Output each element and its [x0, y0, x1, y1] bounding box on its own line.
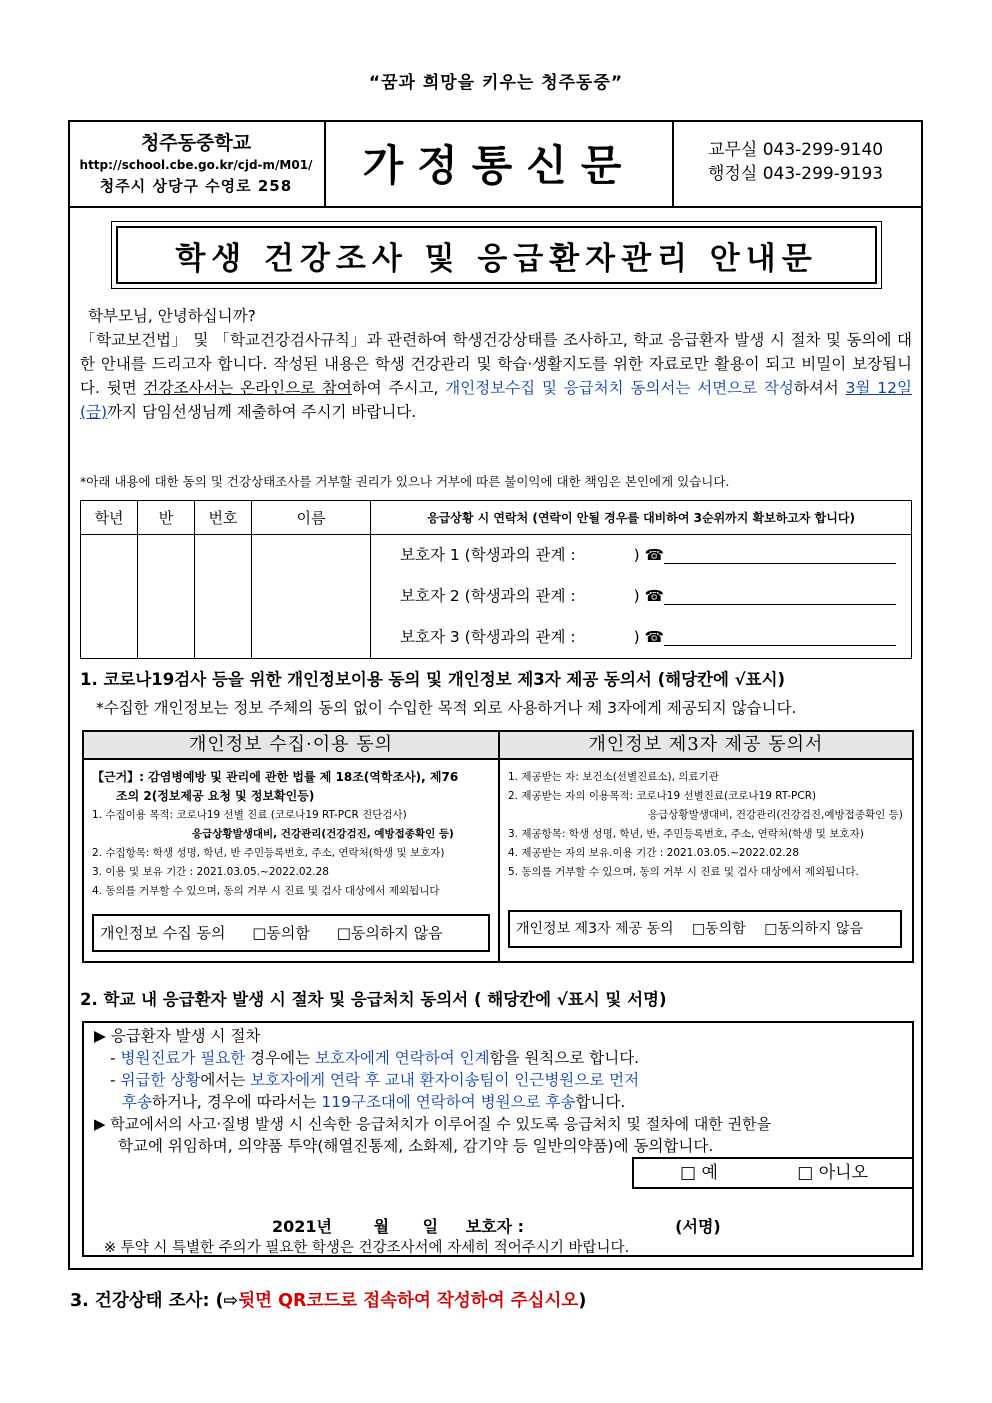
third-party-consent: 개인정보 제3자 제공 동의서 1. 제공받는 자: 보건소(선별진료소), 의료기관 2. 제공받는 자의 이용목적: 코로나19 선별진료(코로나19 RT-PCR) 응급상황발생대비, 건강관리(건강검진,예방접종확인 등) 3. 제공항목: 학생 성명, 학년, 반, 주민등록번호, 주소, 연락처(학생 및 보호자) 4. 제공받는 자의 보유.이용 기간 : 2021.03.05.~2022.02.28 5. 동의를 거부할 수 있으며, 동의 거부 시 진료 및 검사 대상에서 제외됩니다. 개인정보 제3자 제공 동의 □동의함 □동의하지 않음: [500, 732, 912, 961]
phone-icon: ☎: [644, 546, 664, 564]
guardian-1[interactable]: 보호자 1 (학생과의 관계 : ) ☎: [371, 535, 911, 576]
highlight-written: 개인정보수집 및 응급처치 동의서는 서면으로 작성: [445, 379, 794, 397]
highlight-deadline: 3월 12일(금): [80, 379, 912, 421]
phone-icon: ☎: [644, 587, 664, 605]
contact-info: [674, 120, 921, 206]
collection-consent-title: 개인정보 수집·이용 동의: [84, 732, 498, 760]
procedure-line-2: - 위급한 상황에서는 보호자에게 연락 후 교내 환자이송팀이 인근병원으로 먼저: [110, 1071, 640, 1089]
delegation-line-1: ▶ 학교에서의 사고·질병 발생 시 신속한 응급처치가 이루어질 수 있도록 응급처치 및 절차에 대한 권한을: [94, 1115, 772, 1133]
class-cell[interactable]: [138, 535, 195, 659]
qr-instruction: 뒷면 QR코드로 접속하여 작성하여 주십시오: [238, 1291, 579, 1311]
school-address: 청주시 상당구 수영로 258: [99, 177, 293, 195]
header-emergency-contact: 응급상황 시 연락처 (연락이 안될 경우를 대비하여 3순위까지 확보하고자 합니다): [371, 501, 912, 535]
emergency-consent-choice: [632, 1157, 914, 1189]
delegation-line-2: 학교에 위임하며, 의약품 투약(해열진통제, 소화제, 감기약 등 일반의약품)에 동의합니다.: [118, 1137, 714, 1155]
student-info-table: [80, 500, 912, 659]
section1-note: *수집한 개인정보는 정보 주체의 동의 없이 수입한 목적 외로 사용하거나 제 3자에게 제공되지 않습니다.: [96, 699, 797, 717]
privacy-consent-box: [82, 730, 914, 963]
intro-text: [80, 304, 912, 424]
section3-heading: 3. 건강상태 조사: (⇨뒷면 QR코드로 접속하여 작성하여 주십시오): [70, 1291, 587, 1311]
greeting: 학부모님, 안녕하십니까?: [88, 307, 256, 325]
third-party-consent-title: 개인정보 제3자 제공 동의서: [500, 732, 912, 760]
third-party-agree-checkbox[interactable]: □동의함: [691, 921, 746, 937]
contact-admin: 행정실 043-299-9193: [708, 164, 884, 184]
header-name: 이름: [252, 501, 371, 535]
procedure-line-1: - 병원진료가 필요한 경우에는 보호자에게 연락하여 인계함을 원칙으로 합니다.: [110, 1049, 640, 1067]
collection-consent: 개인정보 수집·이용 동의 【근거】: 감염병예방 및 관리에 관한 법률 제 18조(역학조사), 제76 조의 2(정보제공 요청 및 정보확인등) 1. 수집이용 목적: 코로나19 선별 진료 (코로나19 RT-PCR 진단검사) 응급상황발생대비, 건강관리(건강검진, 예방접종확인 등) 2. 수집항목: 학생 성명, 학년, 반 주민등록번호, 주소, 연락처(학생 및 보호자) 3. 이용 및 보유 기간 : 2021.03.05.~2022.02.28 4. 동의를 거부할 수 있으며, 동의 거부 시 진료 및 검사 대상에서 제외됩니다 개인정보 수집 동의 □동의함 □동의하지 않음: [84, 732, 500, 961]
number-cell[interactable]: [195, 535, 252, 659]
procedure-line-3: 후송하거나, 경우에 따라서는 119구조대에 연락하여 병원으로 후송합니다.: [122, 1093, 626, 1111]
header-grade: 학년: [81, 501, 138, 535]
name-cell[interactable]: [252, 535, 371, 659]
signature-line: 2021년 월 일 보호자 : (서명): [272, 1217, 721, 1236]
notice-header: [68, 120, 923, 208]
document-title-box: [111, 221, 882, 289]
school-name: 청주동중학교: [140, 132, 252, 154]
contact-office: 교무실 043-299-9140: [708, 140, 884, 160]
school-info: [68, 120, 326, 206]
grade-cell[interactable]: [81, 535, 138, 659]
third-party-disagree-checkbox[interactable]: □동의하지 않음: [764, 921, 864, 937]
section2-heading: 2. 학교 내 응급환자 발생 시 절차 및 응급처치 동의서 ( 해당칸에 √표시 및 서명): [80, 990, 667, 1009]
school-url: http://school.cbe.go.kr/cjd-m/M01/: [79, 158, 313, 172]
phone-icon: ☎: [644, 628, 664, 646]
guardian-2[interactable]: 보호자 2 (학생과의 관계 : ) ☎: [371, 576, 911, 617]
notice-type-title: 가정통신문: [326, 120, 674, 206]
yes-checkbox[interactable]: □ 예: [680, 1163, 718, 1183]
document-title: 학생 건강조사 및 응급환자관리 안내문: [116, 226, 877, 284]
third-party-consent-check: 개인정보 제3자 제공 동의 □동의함 □동의하지 않음: [508, 910, 902, 948]
guardian-contacts: [371, 535, 912, 659]
intro-paragraph: 「학교보건법」 및 「학교건강검사규칙」과 관련하여 학생건강상태를 조사하고, 학교 응급환자 발생 시 절차 및 동의에 대한 안내를 드리고자 합니다. 작성된 내용은 학생 건강관리 및 학습·생활지도를 위한 자료로만 활용이 되고 비밀이 보장됩니다. 뒷면 건강조사서는 온라인으로 참여하여 주시고, 개인정보수집 및 응급처치 동의서는 서면으로 작성하셔서 3월 12일(금)까지 담임선생님께 제출하여 주시기 바랍니다.: [80, 331, 912, 421]
header-number: 번호: [195, 501, 252, 535]
collection-agree-checkbox[interactable]: □동의함: [252, 924, 310, 942]
refusal-note: *아래 내용에 대한 동의 및 건강상태조사를 거부할 권리가 있으나 거부에 따른 불이익에 대한 책임은 본인에게 있습니다.: [80, 474, 730, 489]
highlight-online: 건강조사서는 온라인으로 참여: [143, 379, 352, 397]
collection-disagree-checkbox[interactable]: □동의하지 않음: [336, 924, 443, 942]
collection-consent-check: 개인정보 수집 동의 □동의함 □동의하지 않음: [92, 914, 490, 952]
header-class: 반: [138, 501, 195, 535]
procedure-bullet: ▶ 응급환자 발생 시 절차: [94, 1027, 261, 1045]
school-motto: “꿈과 희망을 키우는 청주동중”: [368, 73, 624, 93]
no-checkbox[interactable]: □ 아니오: [797, 1163, 869, 1183]
section1-heading: 1. 코로나19검사 등을 위한 개인정보이용 동의 및 개인정보 제3자 제공 동의서 (해당칸에 √표시): [80, 670, 786, 689]
medication-note: ※ 투약 시 특별한 주의가 필요한 학생은 건강조사서에 자세히 적어주시기 바랍니다.: [104, 1240, 630, 1256]
guardian-3[interactable]: 보호자 3 (학생과의 관계 : ) ☎: [371, 617, 911, 658]
